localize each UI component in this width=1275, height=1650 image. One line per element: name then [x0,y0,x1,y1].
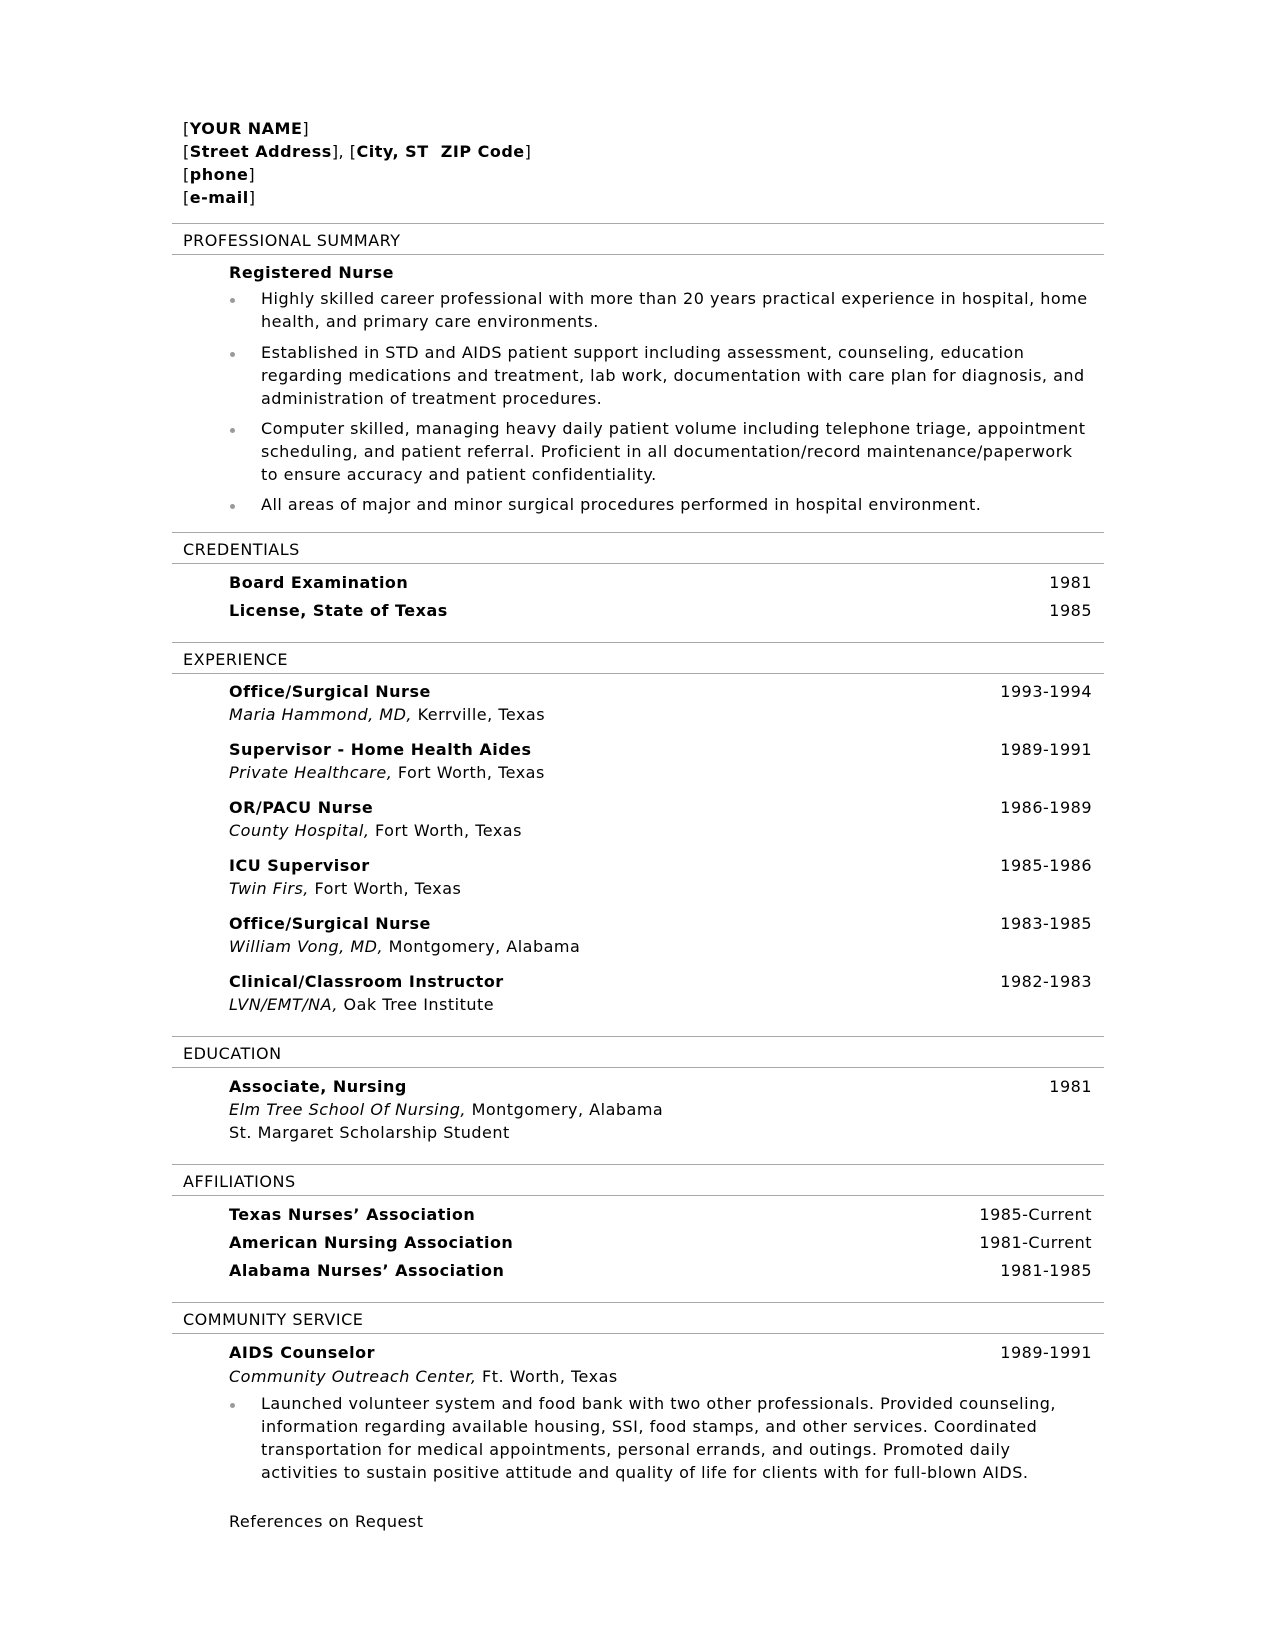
job-title: Office/Surgical Nurse [229,914,431,933]
school-line [229,1098,663,1121]
phone-line: [phone] [183,165,256,184]
phone: phone [189,165,249,184]
affiliation-name: American Nursing Association [229,1233,514,1252]
section-divider [172,1164,1104,1165]
credential-name: License, State of Texas [229,601,448,620]
community-org: Community Outreach Center, [229,1367,477,1386]
contact-header [183,117,531,209]
name: YOUR NAME [189,119,303,138]
section-divider [172,1302,1104,1303]
credential-year: 1981 [1049,573,1092,592]
job-employer: County Hospital, [229,821,370,840]
summary-bullet: All areas of major and minor surgical procedures performed in hospital environment. [261,495,982,514]
job-location: Oak Tree Institute [337,995,495,1014]
affiliations-title: AFFILIATIONS [183,1172,296,1191]
community-org-line [229,1365,618,1388]
credentials-title: CREDENTIALS [183,540,300,559]
summary-bullet: Established in STD and AIDS patient support including assessment, counseling, education regarding medications and treatment, lab work, documentation with care plan for diagnosis, and administration of treatment procedures. [261,343,1085,408]
email-line: [e-mail] [183,188,256,207]
affiliation-name: Alabama Nurses’ Association [229,1261,505,1280]
affiliation-years: 1985-Current [979,1205,1092,1224]
degree-year: 1981 [1049,1077,1092,1096]
job-years: 1982-1983 [1000,972,1092,991]
bullet-icon [230,298,235,303]
section-divider [172,223,1104,224]
job-location: Fort Worth, Texas [392,763,545,782]
affiliation-years: 1981-Current [979,1233,1092,1252]
address-line: [Street Address], [City, ST ZIP Code] [183,142,532,161]
section-divider [172,1195,1104,1196]
job-years: 1983-1985 [1000,914,1092,933]
section-divider [172,1067,1104,1068]
bullet-icon [230,1403,235,1408]
name-line: [YOUR NAME] [183,119,310,138]
job-employer-line [229,761,545,784]
job-title: Office/Surgical Nurse [229,682,431,701]
section-divider [172,1036,1104,1037]
job-employer: Twin Firs, [229,879,309,898]
references-note: References on Request [229,1512,424,1531]
education-title: EDUCATION [183,1044,282,1063]
job-years: 1985-1986 [1000,856,1092,875]
bullet-icon [230,428,235,433]
section-divider [172,1333,1104,1334]
job-title: Clinical/Classroom Instructor [229,972,504,991]
job-years: 1989-1991 [1000,740,1092,759]
job-employer-line [229,703,545,726]
email: e-mail [189,188,249,207]
city-state-zip: City, ST ZIP Code [356,142,525,161]
job-employer: LVN/EMT/NA, [229,995,338,1014]
bullet-icon [230,504,235,509]
education-note: St. Margaret Scholarship Student [229,1123,510,1142]
section-divider [172,642,1104,643]
bullet-icon [230,352,235,357]
experience-title: EXPERIENCE [183,650,289,669]
summary-title: PROFESSIONAL SUMMARY [183,231,401,250]
school-location: Montgomery, Alabama [465,1100,664,1119]
community-years: 1989-1991 [1000,1343,1092,1362]
community-bullet: Launched volunteer system and food bank with two other professionals. Provided counseling, information regarding available housing, SSI, food stamps, and other services. Coordinated transportation for medical appointments, personal errands, and outings. Promoted daily activities to sustain positive attitude and quality of life for clients with for full-blown AIDS. [261,1394,1056,1482]
job-title: ICU Supervisor [229,856,370,875]
job-employer-line [229,819,522,842]
affiliation-name: Texas Nurses’ Association [229,1205,476,1224]
section-divider [172,563,1104,564]
job-location: Kerrville, Texas [412,705,546,724]
job-title: OR/PACU Nurse [229,798,374,817]
summary-bullet: Highly skilled career professional with more than 20 years practical experience in hospital, home health, and primary care environments. [261,289,1088,331]
credential-name: Board Examination [229,573,409,592]
job-years: 1993-1994 [1000,682,1092,701]
community-location: Ft. Worth, Texas [476,1367,618,1386]
job-employer-line [229,993,494,1016]
degree: Associate, Nursing [229,1077,407,1096]
section-divider [172,254,1104,255]
job-employer: Private Healthcare, [229,763,393,782]
summary-bullet: Computer skilled, managing heavy daily patient volume including telephone triage, appointment scheduling, and patient referral. Proficient in all documentation/record maintenance/paperwork to ensure accuracy and patient confidentiality. [261,419,1086,484]
job-employer-line [229,935,580,958]
affiliation-years: 1981-1985 [1000,1261,1092,1280]
credential-year: 1985 [1049,601,1092,620]
section-divider [172,532,1104,533]
job-title: Supervisor - Home Health Aides [229,740,532,759]
school-name: Elm Tree School Of Nursing, [229,1100,466,1119]
community-title: COMMUNITY SERVICE [183,1310,364,1329]
community-role: AIDS Counselor [229,1343,375,1362]
job-employer: Maria Hammond, MD, [229,705,412,724]
job-location: Montgomery, Alabama [383,937,581,956]
job-employer-line [229,877,461,900]
job-years: 1986-1989 [1000,798,1092,817]
job-location: Fort Worth, Texas [308,879,462,898]
section-divider [172,673,1104,674]
job-location: Fort Worth, Texas [369,821,522,840]
street-address: Street Address [189,142,332,161]
job-employer: William Vong, MD, [229,937,384,956]
summary-role: Registered Nurse [229,263,394,282]
